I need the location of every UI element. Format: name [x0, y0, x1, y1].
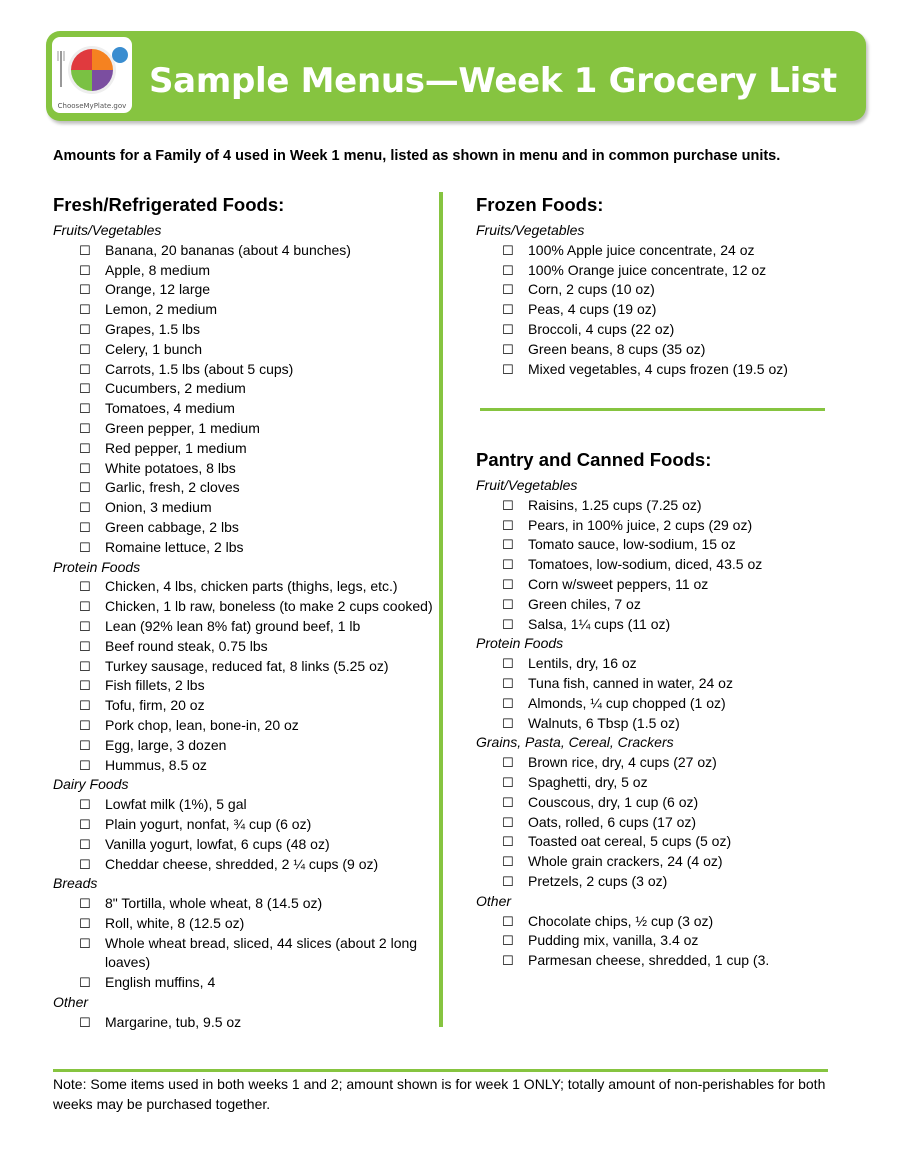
frozen-foods-column	[476, 192, 856, 379]
grocery-list-item	[53, 835, 433, 855]
checkbox-icon[interactable]: ☐	[79, 856, 91, 872]
item-text: Fish fillets, 2 lbs	[105, 677, 205, 694]
grocery-list-item	[53, 637, 433, 657]
item-text: Whole wheat bread, sliced, 44 slices (about 2 long loaves)	[105, 934, 418, 971]
checkbox-icon[interactable]: ☐	[502, 814, 514, 830]
item-text: Egg, large, 3 dozen	[105, 736, 227, 753]
grocery-list-item	[476, 496, 856, 516]
checkbox-icon[interactable]: ☐	[502, 361, 514, 377]
checkbox-icon[interactable]: ☐	[502, 913, 514, 929]
grocery-list-item	[53, 518, 433, 538]
checkbox-icon[interactable]: ☐	[79, 658, 91, 674]
grocery-list-item	[53, 597, 433, 617]
checkbox-icon[interactable]: ☐	[79, 460, 91, 476]
item-text: Lean (92% lean 8% fat) ground beef, 1 lb	[105, 617, 361, 634]
grocery-list-item	[476, 320, 856, 340]
item-text: Whole grain crackers, 24 (4 oz)	[528, 853, 723, 870]
checkbox-icon[interactable]: ☐	[79, 480, 91, 496]
item-text: Lemon, 2 medium	[105, 301, 218, 318]
checkbox-icon[interactable]: ☐	[79, 599, 91, 615]
item-text: Corn, 2 cups (10 oz)	[528, 281, 655, 298]
grocery-list-item	[53, 815, 433, 835]
checkbox-icon[interactable]: ☐	[79, 797, 91, 813]
checkbox-icon[interactable]: ☐	[79, 282, 91, 298]
item-text: Couscous, dry, 1 cup (6 oz)	[528, 793, 699, 810]
item-text: Broccoli, 4 cups (22 oz)	[528, 320, 675, 337]
column-divider	[439, 192, 443, 1027]
grocery-list-item	[476, 241, 856, 261]
checkbox-icon[interactable]: ☐	[502, 774, 514, 790]
checkbox-icon[interactable]: ☐	[502, 755, 514, 771]
category-label: Other	[53, 994, 89, 1011]
item-text: Pretzels, 2 cups (3 oz)	[528, 872, 668, 889]
item-text: Brown rice, dry, 4 cups (27 oz)	[528, 754, 717, 771]
header-banner	[46, 31, 866, 121]
checkbox-icon[interactable]: ☐	[502, 242, 514, 258]
checkbox-icon[interactable]: ☐	[502, 656, 514, 672]
item-text: Spaghetti, dry, 5 oz	[528, 773, 648, 790]
item-text: Pork chop, lean, bone-in, 20 oz	[105, 716, 299, 733]
grocery-list-item	[53, 855, 433, 875]
grocery-list-item	[476, 872, 856, 892]
item-text: Pudding mix, vanilla, 3.4 oz	[528, 932, 699, 949]
checkbox-icon[interactable]: ☐	[502, 695, 514, 711]
grocery-list-item	[53, 973, 433, 993]
frozen-groups	[476, 221, 856, 379]
fresh-foods-column	[53, 192, 433, 1033]
checkbox-icon[interactable]: ☐	[79, 638, 91, 654]
grocery-list-item	[53, 261, 433, 281]
item-text: Beef round steak, 0.75 lbs	[105, 637, 268, 654]
grocery-list-item	[476, 340, 856, 360]
grocery-list-item	[476, 753, 856, 773]
item-text: Garlic, fresh, 2 cloves	[105, 479, 240, 496]
checkbox-icon[interactable]: ☐	[79, 896, 91, 912]
checkbox-icon[interactable]: ☐	[79, 618, 91, 634]
item-text: Turkey sausage, reduced fat, 8 links (5.25 oz)	[105, 657, 389, 674]
item-text: Banana, 20 bananas (about 4 bunches)	[105, 241, 351, 258]
checkbox-icon[interactable]: ☐	[79, 757, 91, 773]
item-text: Toasted oat cereal, 5 cups (5 oz)	[528, 833, 732, 850]
category-label: Fruits/Vegetables	[476, 222, 585, 238]
grocery-list-item	[53, 498, 433, 518]
item-text: Tomatoes, 4 medium	[105, 400, 235, 417]
checkbox-icon[interactable]: ☐	[79, 975, 91, 991]
grocery-list-item	[476, 694, 856, 714]
checkbox-icon[interactable]: ☐	[502, 282, 514, 298]
checkbox-icon[interactable]: ☐	[79, 341, 91, 357]
checkbox-icon[interactable]: ☐	[502, 321, 514, 337]
item-text: Corn w/sweet peppers, 11 oz	[528, 575, 709, 592]
grocery-list-item	[476, 773, 856, 793]
item-text: 100% Orange juice concentrate, 12 oz	[528, 261, 767, 278]
item-text: Tuna fish, canned in water, 24 oz	[528, 674, 733, 691]
logo-text: ChooseMyPlate.gov	[57, 102, 127, 110]
item-text: Orange, 12 large	[105, 281, 211, 298]
checkbox-icon[interactable]: ☐	[79, 737, 91, 753]
grocery-list-item	[476, 300, 856, 320]
page-title: Sample Menus—Week 1 Grocery List	[149, 61, 837, 101]
checkbox-icon[interactable]: ☐	[502, 497, 514, 513]
grocery-list-item	[53, 320, 433, 340]
grocery-list-item	[53, 439, 433, 459]
grocery-list-item	[53, 340, 433, 360]
grocery-list-item	[476, 852, 856, 872]
item-text: Cheddar cheese, shredded, 2 ¼ cups (9 oz)	[105, 855, 379, 872]
grocery-list-item	[476, 674, 856, 694]
item-text: Tofu, firm, 20 oz	[105, 697, 205, 714]
grocery-list-item	[53, 478, 433, 498]
checkbox-icon[interactable]: ☐	[502, 933, 514, 949]
checkbox-icon[interactable]: ☐	[502, 262, 514, 278]
grocery-list-item	[476, 360, 856, 380]
item-text: Lowfat milk (1%), 5 gal	[105, 796, 247, 813]
grocery-list-item	[476, 280, 856, 300]
grocery-list-item	[476, 555, 856, 575]
grocery-list-item	[53, 795, 433, 815]
item-text: Green chiles, 7 oz	[528, 595, 641, 612]
checkbox-icon[interactable]: ☐	[79, 935, 91, 951]
section-title-fresh: Fresh/Refrigerated Foods:	[53, 194, 285, 215]
checkbox-icon[interactable]: ☐	[79, 1014, 91, 1030]
item-text: Lentils, dry, 16 oz	[528, 655, 637, 672]
checkbox-icon[interactable]: ☐	[79, 361, 91, 377]
checkbox-icon[interactable]: ☐	[79, 698, 91, 714]
item-text: Chicken, 4 lbs, chicken parts (thighs, legs, etc.)	[105, 578, 398, 595]
item-text: Raisins, 1.25 cups (7.25 oz)	[528, 496, 702, 513]
grocery-list-item	[476, 615, 856, 635]
grocery-list-item	[53, 300, 433, 320]
checkbox-icon[interactable]: ☐	[502, 557, 514, 573]
category-label: Dairy Foods	[53, 776, 129, 793]
item-text: Tomatoes, low-sodium, diced, 43.5 oz	[528, 556, 763, 573]
grocery-list-item	[476, 912, 856, 932]
grocery-list-item	[53, 756, 433, 776]
item-text: Margarine, tub, 9.5 oz	[105, 1013, 242, 1030]
item-text: Green cabbage, 2 lbs	[105, 518, 239, 535]
checkbox-icon[interactable]: ☐	[79, 500, 91, 516]
item-text: Vanilla yogurt, lowfat, 6 cups (48 oz)	[105, 835, 330, 852]
grocery-list-item	[476, 535, 856, 555]
grocery-list-item	[53, 1013, 433, 1033]
item-text: Almonds, ¼ cup chopped (1 oz)	[528, 694, 726, 711]
grocery-list-item	[476, 575, 856, 595]
grocery-list-item	[476, 813, 856, 833]
pantry-groups	[476, 476, 856, 971]
grocery-list-item	[53, 716, 433, 736]
section-title-pantry: Pantry and Canned Foods:	[476, 449, 712, 470]
item-text: Peas, 4 cups (19 oz)	[528, 301, 657, 318]
category-label: Breads	[53, 875, 98, 892]
myplate-logo	[52, 37, 132, 113]
item-text: 100% Apple juice concentrate, 24 oz	[528, 241, 755, 258]
grocery-list-item	[476, 832, 856, 852]
grocery-list-item	[53, 360, 433, 380]
grocery-list-item	[476, 595, 856, 615]
grocery-list-item	[53, 538, 433, 558]
item-text: Celery, 1 bunch	[105, 340, 203, 357]
checkbox-icon[interactable]: ☐	[79, 816, 91, 832]
category-label: Fruit/Vegetables	[476, 477, 578, 493]
item-text: Chocolate chips, ½ cup (3 oz)	[528, 912, 714, 929]
item-text: 8" Tortilla, whole wheat, 8 (14.5 oz)	[105, 895, 323, 912]
grocery-list-item	[53, 894, 433, 914]
plate-icon	[52, 37, 132, 101]
checkbox-icon[interactable]: ☐	[502, 576, 514, 592]
grocery-list-item	[53, 736, 433, 756]
section-title-frozen: Frozen Foods:	[476, 194, 604, 215]
checkbox-icon[interactable]: ☐	[79, 915, 91, 931]
checkbox-icon[interactable]: ☐	[79, 836, 91, 852]
checkbox-icon[interactable]: ☐	[79, 321, 91, 337]
checkbox-icon[interactable]: ☐	[502, 953, 514, 969]
item-text: Grapes, 1.5 lbs	[105, 320, 200, 337]
grocery-list-item	[53, 676, 433, 696]
checkbox-icon[interactable]: ☐	[79, 302, 91, 318]
item-text: Onion, 3 medium	[105, 499, 212, 516]
item-text: Roll, white, 8 (12.5 oz)	[105, 914, 245, 931]
checkbox-icon[interactable]: ☐	[502, 675, 514, 691]
category-label: Grains, Pasta, Cereal, Crackers	[476, 734, 674, 751]
item-text: Parmesan cheese, shredded, 1 cup (3.	[528, 952, 770, 969]
checkbox-icon[interactable]: ☐	[502, 341, 514, 357]
grocery-list-item	[53, 280, 433, 300]
checkbox-icon[interactable]: ☐	[502, 873, 514, 889]
footer-note: Note: Some items used in both weeks 1 and 2; amount shown is for week 1 ONLY; totally amount of non-perishables for both weeks may be purchased together.	[53, 1076, 826, 1112]
checkbox-icon[interactable]: ☐	[502, 854, 514, 870]
category-label: Fruits/Vegetables	[53, 222, 162, 238]
category-label: Protein Foods	[476, 635, 564, 652]
grocery-list-item	[476, 931, 856, 951]
fresh-groups	[53, 221, 433, 1033]
checkbox-icon[interactable]: ☐	[502, 596, 514, 612]
checkbox-icon[interactable]: ☐	[79, 401, 91, 417]
item-text: Hummus, 8.5 oz	[105, 756, 207, 773]
grocery-list-item	[476, 654, 856, 674]
item-text: Salsa, 1¼ cups (11 oz)	[528, 615, 671, 632]
category-label: Other	[476, 892, 512, 909]
item-text: Walnuts, 6 Tbsp (1.5 oz)	[528, 714, 680, 731]
section-divider	[480, 408, 825, 411]
item-text: English muffins, 4	[105, 974, 216, 991]
grocery-list-item	[476, 951, 856, 971]
grocery-list-item	[53, 934, 433, 974]
grocery-list-item	[476, 714, 856, 734]
item-text: White potatoes, 8 lbs	[105, 459, 236, 476]
item-text: Oats, rolled, 6 cups (17 oz)	[528, 813, 697, 830]
item-text: Green beans, 8 cups (35 oz)	[528, 340, 706, 357]
grocery-list-item	[53, 459, 433, 479]
checkbox-icon[interactable]: ☐	[79, 519, 91, 535]
grocery-list-item	[53, 241, 433, 261]
checkbox-icon[interactable]: ☐	[79, 717, 91, 733]
checkbox-icon[interactable]: ☐	[502, 517, 514, 533]
checkbox-icon[interactable]: ☐	[79, 579, 91, 595]
item-text: Carrots, 1.5 lbs (about 5 cups)	[105, 360, 294, 377]
checkbox-icon[interactable]: ☐	[79, 381, 91, 397]
grocery-list-item	[476, 793, 856, 813]
grocery-list-item	[53, 617, 433, 637]
checkbox-icon[interactable]: ☐	[502, 794, 514, 810]
checkbox-icon[interactable]: ☐	[502, 302, 514, 318]
checkbox-icon[interactable]: ☐	[502, 616, 514, 632]
checkbox-icon[interactable]: ☐	[502, 537, 514, 553]
item-text: Romaine lettuce, 2 lbs	[105, 538, 244, 555]
item-text: Tomato sauce, low-sodium, 15 oz	[528, 536, 736, 553]
checkbox-icon[interactable]: ☐	[79, 262, 91, 278]
grocery-list-item	[53, 379, 433, 399]
grocery-list-item	[53, 914, 433, 934]
checkbox-icon[interactable]: ☐	[79, 242, 91, 258]
page-subtitle: Amounts for a Family of 4 used in Week 1 menu, listed as shown in menu and in common purchase units.	[53, 148, 781, 164]
grocery-list-item	[53, 399, 433, 419]
checkbox-icon[interactable]: ☐	[502, 834, 514, 850]
grocery-list-item	[476, 516, 856, 536]
checkbox-icon[interactable]: ☐	[79, 420, 91, 436]
item-text: Green pepper, 1 medium	[105, 419, 260, 436]
grocery-list-item	[476, 261, 856, 281]
checkbox-icon[interactable]: ☐	[502, 715, 514, 731]
item-text: Apple, 8 medium	[105, 261, 211, 278]
item-text: Chicken, 1 lb raw, boneless (to make 2 cups cooked)	[105, 598, 433, 615]
item-text: Mixed vegetables, 4 cups frozen (19.5 oz)	[528, 360, 788, 377]
footer-divider	[53, 1069, 828, 1072]
item-text: Plain yogurt, nonfat, ¾ cup (6 oz)	[105, 815, 312, 832]
grocery-list-item	[53, 577, 433, 597]
checkbox-icon[interactable]: ☐	[79, 678, 91, 694]
checkbox-icon[interactable]: ☐	[79, 539, 91, 555]
grocery-list-item	[53, 657, 433, 677]
item-text: Cucumbers, 2 medium	[105, 380, 246, 397]
pantry-foods-column	[476, 447, 856, 971]
category-label: Protein Foods	[53, 558, 141, 575]
grocery-list-item	[53, 696, 433, 716]
item-text: Red pepper, 1 medium	[105, 439, 247, 456]
item-text: Pears, in 100% juice, 2 cups (29 oz)	[528, 516, 753, 533]
grocery-list-item	[53, 419, 433, 439]
checkbox-icon[interactable]: ☐	[79, 440, 91, 456]
